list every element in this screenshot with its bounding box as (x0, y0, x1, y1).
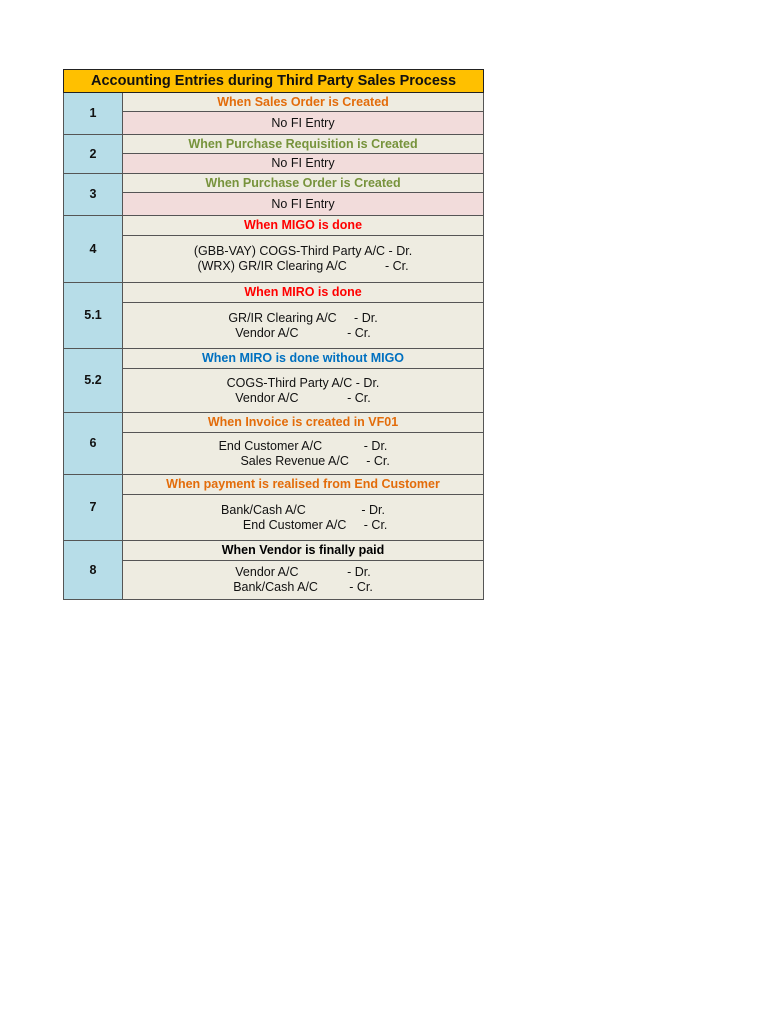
journal-entry-cell (123, 303, 484, 349)
step-entry-row (64, 495, 484, 541)
journal-entry-line: (WRX) GR/IR Clearing A/C - Cr. (197, 259, 409, 273)
step-heading: When Sales Order is Created (123, 93, 484, 112)
title-row (64, 70, 484, 93)
journal-entry-cell (123, 495, 484, 541)
step-heading-row (64, 283, 484, 303)
journal-entry-line: Sales Revenue A/C - Cr. (216, 453, 390, 468)
step-heading: When Purchase Order is Created (123, 174, 484, 193)
step-number: 2 (64, 135, 123, 174)
no-fi-entry-cell (123, 193, 484, 216)
step-heading-row (64, 413, 484, 433)
step-entry-row (64, 154, 484, 174)
journal-entry-line: COGS-Third Party A/C - Dr. (226, 375, 380, 390)
accounting-entries-table (63, 69, 484, 600)
step-number: 5.2 (64, 349, 123, 413)
step-entry-row (64, 112, 484, 135)
step-heading-row (64, 174, 484, 193)
step-heading: When Invoice is created in VF01 (123, 413, 484, 433)
step-heading: When Vendor is finally paid (123, 541, 484, 561)
journal-entry-cell (123, 433, 484, 475)
no-fi-entry-cell (123, 112, 484, 135)
step-entry-row (64, 561, 484, 600)
step-heading-row (64, 93, 484, 112)
step-number: 1 (64, 93, 123, 135)
journal-entry-line: Bank/Cash A/C - Cr. (233, 580, 373, 594)
journal-entry-line: Vendor A/C - Cr. (235, 390, 371, 405)
step-entry-row (64, 303, 484, 349)
step-number: 7 (64, 475, 123, 541)
journal-entry-line: End Customer A/C - Cr. (218, 517, 388, 532)
step-number: 5.1 (64, 283, 123, 349)
step-heading-row (64, 541, 484, 561)
step-heading-row (64, 475, 484, 495)
step-number: 8 (64, 541, 123, 600)
step-entry-row (64, 369, 484, 413)
journal-entry-line: Bank/Cash A/C - Dr. (221, 502, 385, 517)
journal-entry-line: End Customer A/C - Dr. (218, 438, 388, 453)
step-entry-row (64, 236, 484, 283)
journal-entry-cell (123, 369, 484, 413)
step-heading: When Purchase Requisition is Created (123, 135, 484, 154)
step-heading: When payment is realised from End Customer (123, 475, 484, 495)
step-heading: When MIRO is done without MIGO (123, 349, 484, 369)
no-fi-entry-text: No FI Entry (271, 115, 335, 130)
journal-entry-line: Vendor A/C - Cr. (235, 325, 371, 340)
no-fi-entry-cell (123, 154, 484, 174)
step-number: 3 (64, 174, 123, 216)
step-entry-row (64, 193, 484, 216)
step-number: 6 (64, 413, 123, 475)
journal-entry-line: Vendor A/C - Dr. (235, 565, 371, 579)
journal-entry-line: GR/IR Clearing A/C - Dr. (228, 310, 378, 325)
table-title: Accounting Entries during Third Party Sales Process (64, 70, 484, 93)
step-heading-row (64, 349, 484, 369)
journal-entry-line: (GBB-VAY) COGS-Third Party A/C - Dr. (193, 244, 413, 258)
step-heading-row (64, 216, 484, 236)
step-heading: When MIGO is done (123, 216, 484, 236)
no-fi-entry-text: No FI Entry (271, 196, 335, 211)
step-number: 4 (64, 216, 123, 283)
journal-entry-cell (123, 561, 484, 600)
no-fi-entry-text: No FI Entry (271, 156, 335, 170)
table-body (64, 70, 484, 600)
step-entry-row (64, 433, 484, 475)
step-heading-row (64, 135, 484, 154)
step-heading: When MIRO is done (123, 283, 484, 303)
journal-entry-cell (123, 236, 484, 283)
